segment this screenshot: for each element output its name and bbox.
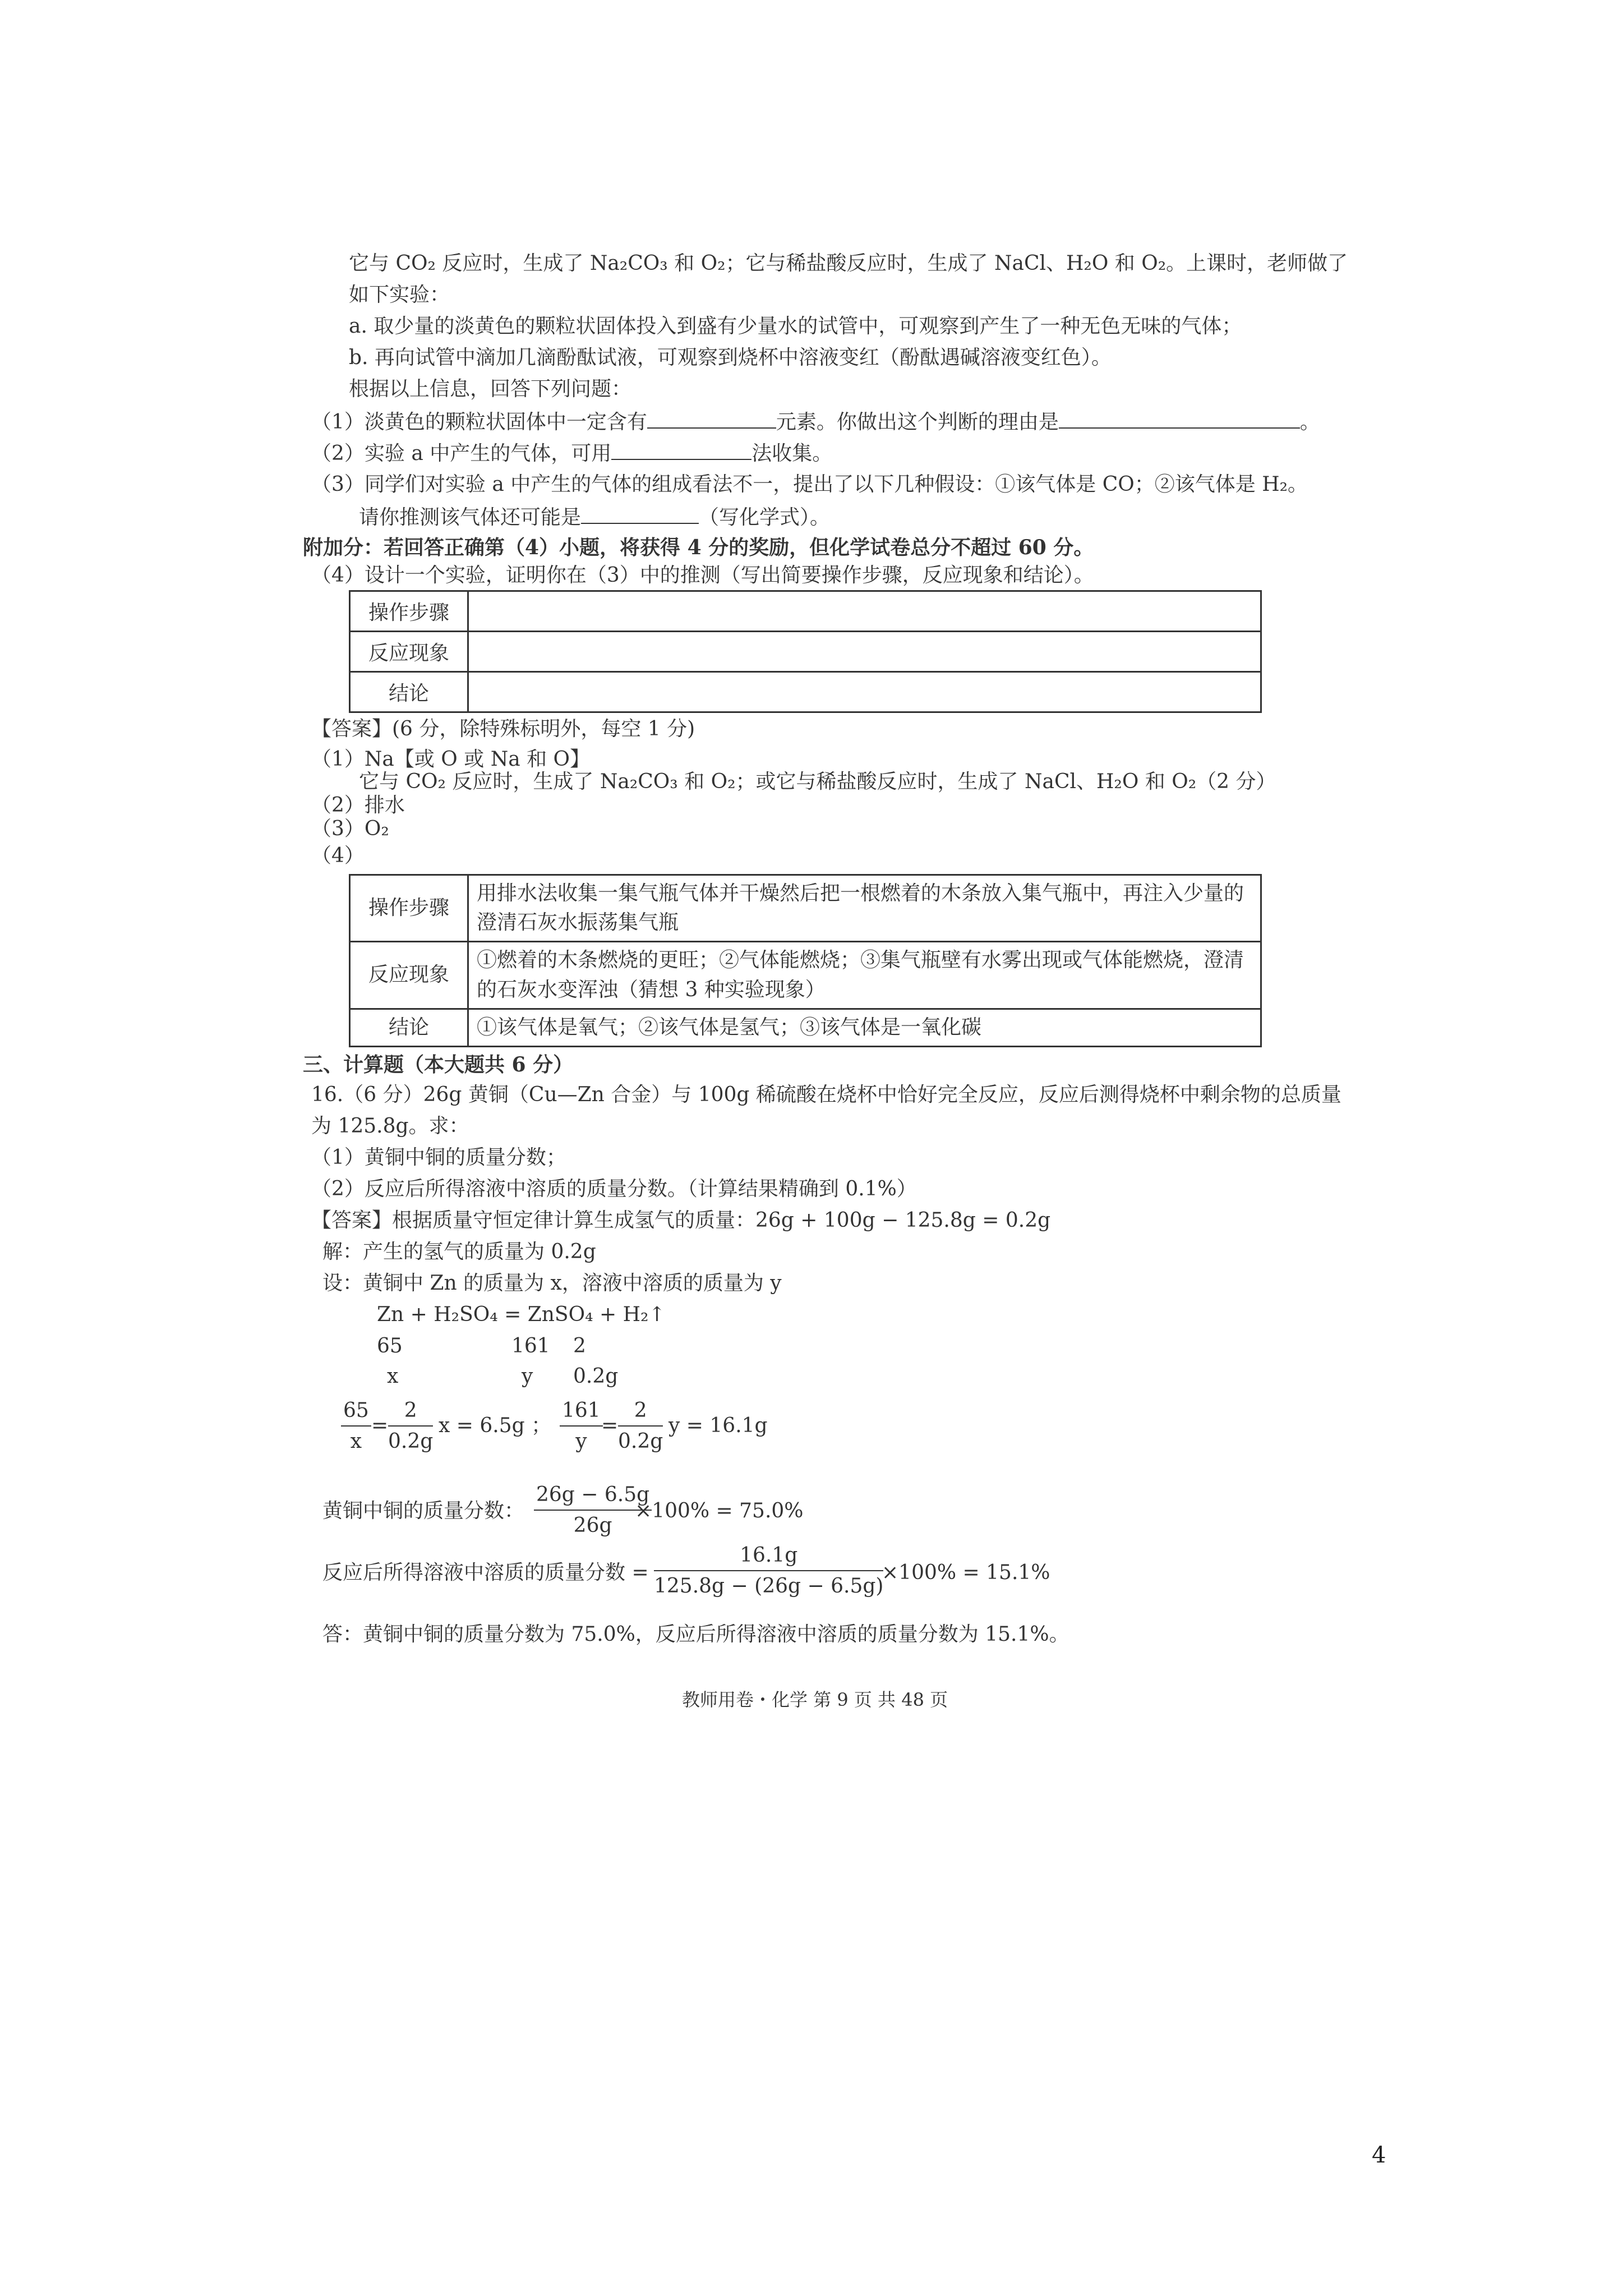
fraction-65-x — [341, 1399, 371, 1453]
question-4: （4）设计一个实验，证明你在（3）中的推测（写出简要操作步骤，反应现象和结论）。 — [311, 564, 1094, 587]
table-row — [350, 672, 1261, 712]
fraction-numerator: 2 — [618, 1399, 663, 1427]
table-answer-cell[interactable] — [468, 591, 1261, 632]
intro-line-1: 它与 CO₂ 反应时，生成了 Na₂CO₃ 和 O₂；它与稀盐酸反应时，生成了 NaCl、H₂O 和 O₂。上课时，老师做了 — [349, 252, 1348, 275]
experiment-step-b: b. 再向试管中滴加几滴酚酞试液，可观察到烧杯中溶液变红（酚酞遇碱溶液变红色）。 — [349, 346, 1112, 369]
answer-table-cell: 用排水法收集一集气瓶气体并干燥然后把一根燃着的木条放入集气瓶中，再注入少量的澄清石灰水振荡集气瓶 — [468, 875, 1261, 942]
answer-16-let: 设：黄铜中 Zn 的质量为 x，溶液中溶质的质量为 y — [322, 1272, 782, 1295]
question-16-line-2: 为 125.8g。求： — [311, 1115, 469, 1138]
question-1-end: 。 — [1299, 411, 1320, 434]
answer-4: （4） — [311, 844, 365, 867]
question-prompt: 根据以上信息，回答下列问题： — [349, 378, 632, 401]
question-2-text-b: 法收集。 — [751, 442, 833, 465]
bonus-note: 附加分：若回答正确第（4）小题，将获得 4 分的奖励，但化学试卷总分不超过 60 分。 — [303, 536, 1094, 559]
chemical-equation: Zn + H₂SO₄ = ZnSO₄ + H₂↑ — [377, 1303, 666, 1326]
answer-blank[interactable] — [611, 442, 751, 460]
equals-sign: = — [601, 1414, 619, 1437]
copper-fraction-label: 黄铜中铜的质量分数： — [322, 1499, 525, 1522]
table-row — [350, 632, 1261, 672]
answer-table-cell: ①燃着的木条燃烧的更旺；②气体能燃烧；③集气瓶壁有水雾出现或气体能燃烧，澄清的石灰水变浑浊（猜想 3 种实验现象） — [468, 942, 1261, 1009]
table-row — [350, 591, 1261, 632]
fraction-denominator: 0.2g — [618, 1430, 663, 1453]
solute-fraction — [654, 1544, 883, 1598]
fraction-denominator: 125.8g − (26g − 6.5g) — [654, 1575, 884, 1598]
answer-table-head: 结论 — [350, 1009, 468, 1046]
question-2 — [311, 442, 832, 464]
fraction-161-y — [560, 1399, 603, 1453]
answer-header: 【答案】(6 分，除特殊标明外，每空 1 分) — [311, 717, 695, 740]
intro-line-2: 如下实验： — [349, 283, 450, 306]
variable-x: x — [387, 1365, 399, 1388]
question-3-line-2 — [359, 506, 830, 528]
question-16-line-1: 16.（6 分）26g 黄铜（Cu—Zn 合金）与 100g 稀硫酸在烧杯中恰好完全反应，反应后测得烧杯中剩余物的总质量 — [311, 1083, 1341, 1106]
answer-blank[interactable] — [581, 506, 699, 524]
fraction-numerator: 65 — [341, 1399, 371, 1427]
molar-mass-znso4: 161 — [511, 1335, 550, 1358]
answer-1-reason: 它与 CO₂ 反应时，生成了 Na₂CO₃ 和 O₂；或它与稀盐酸反应时，生成了 NaCl、H₂O 和 O₂（2 分） — [359, 770, 1276, 793]
fraction-numerator: 161 — [560, 1399, 603, 1427]
question-3-line-1: （3）同学们对实验 a 中产生的气体的组成看法不一，提出了以下几种假设：①该气体是 CO；②该气体是 H₂。 — [311, 473, 1308, 496]
page-number: 4 — [1372, 2142, 1386, 2168]
x-result: x = 6.5g ； — [439, 1414, 552, 1437]
answer-table-head: 操作步骤 — [350, 875, 468, 942]
variable-h2-mass: 0.2g — [573, 1365, 619, 1388]
fraction-numerator: 26g − 6.5g — [534, 1483, 652, 1511]
table-head-phenomenon: 反应现象 — [350, 632, 468, 672]
answer-table-head: 反应现象 — [350, 942, 468, 1009]
table-answer-cell[interactable] — [468, 632, 1261, 672]
table-row — [350, 942, 1261, 1009]
question-3-text-b: （写化学式）。 — [699, 506, 831, 529]
molar-mass-h2: 2 — [573, 1335, 586, 1358]
answer-16-header: 【答案】根据质量守恒定律计算生成氢气的质量：26g + 100g − 125.8g = 0.2g — [311, 1209, 1051, 1232]
fraction-denominator: x — [350, 1430, 362, 1453]
fraction-2-02g — [388, 1399, 433, 1453]
answer-blank[interactable] — [647, 411, 776, 429]
table-head-operation: 操作步骤 — [350, 591, 468, 632]
question-16-part-2: （2）反应后所得溶液中溶质的质量分数。（计算结果精确到 0.1%） — [311, 1177, 917, 1200]
equals-sign: = — [371, 1414, 389, 1437]
answer-table — [349, 874, 1262, 1047]
experiment-step-a: a. 取少量的淡黄色的颗粒状固体投入到盛有少量水的试管中，可观察到产生了一种无色无味的气体； — [349, 315, 1242, 338]
fraction-numerator: 16.1g — [654, 1544, 883, 1571]
fraction-denominator: 26g — [573, 1514, 612, 1537]
answer-16-solve: 解：产生的氢气的质量为 0.2g — [322, 1240, 596, 1263]
question-16-part-1: （1）黄铜中铜的质量分数； — [311, 1146, 566, 1169]
solute-fraction-label: 反应后所得溶液中溶质的质量分数 = — [322, 1561, 649, 1584]
variable-y: y — [522, 1365, 533, 1388]
table-head-conclusion: 结论 — [350, 672, 468, 712]
answer-table-cell: ①该气体是氧气；②该气体是氢气；③该气体是一氧化碳 — [468, 1009, 1261, 1046]
answer-blank[interactable] — [1059, 411, 1300, 429]
copper-fraction — [534, 1483, 652, 1537]
table-answer-cell[interactable] — [468, 672, 1261, 712]
solute-fraction-result: ×100% = 15.1% — [882, 1561, 1050, 1584]
fraction-numerator: 2 — [388, 1399, 433, 1427]
table-row — [350, 875, 1261, 942]
page-footer: 教师用卷・化学 第 9 页 共 48 页 — [682, 1689, 948, 1710]
question-1-text-a: （1）淡黄色的颗粒状固体中一定含有 — [311, 411, 647, 434]
question-1-text-b: 元素。你做出这个判断的理由是 — [776, 411, 1059, 434]
y-result: y = 16.1g — [668, 1414, 768, 1437]
molar-mass-zn: 65 — [377, 1335, 403, 1358]
fraction-denominator: y — [575, 1430, 587, 1453]
fraction-2-02g — [618, 1399, 663, 1453]
fraction-denominator: 0.2g — [388, 1430, 434, 1453]
section-title: 三、计算题（本大题共 6 分） — [303, 1053, 574, 1076]
answer-2: （2）排水 — [311, 794, 405, 817]
answer-1: （1）Na【或 O 或 Na 和 O】 — [311, 748, 591, 771]
question-1 — [311, 411, 1320, 432]
question-3-text-a: 请你推测该气体还可能是 — [359, 506, 582, 529]
copper-fraction-result: ×100% = 75.0% — [635, 1499, 804, 1522]
final-answer: 答：黄铜中铜的质量分数为 75.0%，反应后所得溶液中溶质的质量分数为 15.1%。 — [322, 1623, 1069, 1646]
question-2-text-a: （2）实验 a 中产生的气体，可用 — [311, 442, 612, 465]
table-row — [350, 1009, 1261, 1046]
answer-3: （3）O₂ — [311, 817, 389, 840]
blank-answer-table — [349, 590, 1262, 713]
